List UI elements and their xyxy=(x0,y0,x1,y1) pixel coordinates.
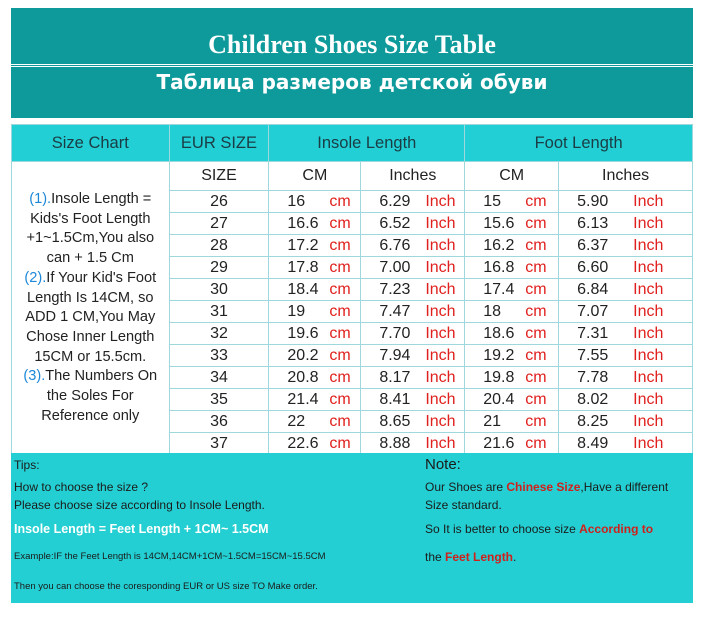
inch-unit: Inch xyxy=(425,346,456,364)
note-2-line: 15CM or 15.5cm. xyxy=(34,348,147,365)
cm-unit: cm xyxy=(525,236,547,254)
note-highlight: According to xyxy=(579,522,654,536)
note-section xyxy=(421,453,693,603)
cm-unit: cm xyxy=(525,346,547,364)
note-3-line: Reference only xyxy=(41,407,140,424)
insole-inch-value: 7.70 xyxy=(379,324,411,342)
foot-cm-value: 20.4 xyxy=(483,390,515,408)
foot-cm-value: 15.6 xyxy=(483,214,515,232)
inch-unit: Inch xyxy=(633,280,664,298)
foot-cm-value: 21 xyxy=(483,412,502,430)
foot-inch-value: 8.25 xyxy=(577,412,609,430)
inch-unit: Inch xyxy=(633,434,664,452)
insole-cm-cell xyxy=(269,257,361,279)
foot-cm-cell xyxy=(465,389,559,411)
inch-unit: Inch xyxy=(633,192,664,210)
insole-inch-cell xyxy=(361,191,465,213)
foot-cm-value: 17.4 xyxy=(483,280,515,298)
tips-formula: Insole Length = Feet Length + 1CM~ 1.5CM xyxy=(14,522,269,536)
insole-inch-value: 7.23 xyxy=(379,280,411,298)
inch-unit: Inch xyxy=(425,214,456,232)
cm-unit: cm xyxy=(329,236,351,254)
insole-cm-cell xyxy=(269,323,361,345)
foot-inch-cell xyxy=(559,389,693,411)
foot-cm-value: 19.2 xyxy=(483,346,515,364)
foot-cm-value: 16.8 xyxy=(483,258,515,276)
header-eur-size: EUR SIZE xyxy=(169,125,269,162)
subheader-size: SIZE xyxy=(169,162,269,191)
insole-inch-cell xyxy=(361,213,465,235)
note-text: ,Have a different xyxy=(580,480,669,494)
foot-cm-value: 19.8 xyxy=(483,368,515,386)
inch-unit: Inch xyxy=(425,302,456,320)
tips-label: Tips: xyxy=(14,458,40,472)
insole-cm-value: 17.2 xyxy=(287,236,319,254)
foot-cm-value: 18.6 xyxy=(483,324,515,342)
foot-cm-cell xyxy=(465,433,559,455)
insole-inch-value: 8.88 xyxy=(379,434,411,452)
title-divider xyxy=(11,64,693,65)
size-table xyxy=(11,124,693,455)
insole-cm-cell xyxy=(269,367,361,389)
cm-unit: cm xyxy=(329,192,351,210)
inch-unit: Inch xyxy=(425,258,456,276)
insole-inch-cell xyxy=(361,279,465,301)
foot-inch-cell xyxy=(559,367,693,389)
insole-cm-value: 16 xyxy=(287,192,306,210)
foot-inch-value: 8.02 xyxy=(577,390,609,408)
foot-inch-cell xyxy=(559,279,693,301)
cm-unit: cm xyxy=(525,412,547,430)
note-2-line: Length Is 14CM, so xyxy=(27,289,154,306)
insole-cm-value: 20.8 xyxy=(287,368,319,386)
note-text: So It is better to choose size xyxy=(425,522,580,536)
inch-unit: Inch xyxy=(425,192,456,210)
foot-inch-value: 7.31 xyxy=(577,324,609,342)
insole-cm-value: 16.6 xyxy=(287,214,319,232)
insole-inch-cell xyxy=(361,345,465,367)
title-divider xyxy=(11,66,693,67)
title-banner xyxy=(11,8,693,118)
note-1-line: +1~1.5Cm,You also xyxy=(26,230,155,247)
insole-cm-cell xyxy=(269,301,361,323)
inch-unit: Inch xyxy=(425,280,456,298)
eur-size-cell: 35 xyxy=(169,389,269,411)
note-3-number: (3). xyxy=(23,368,46,385)
note-3-line: The Numbers On xyxy=(45,368,158,385)
inch-unit: Inch xyxy=(425,412,456,430)
insole-cm-cell xyxy=(269,191,361,213)
insole-inch-value: 6.52 xyxy=(379,214,411,232)
header-size-chart: Size Chart xyxy=(12,125,170,162)
foot-cm-cell xyxy=(465,301,559,323)
insole-inch-value: 7.47 xyxy=(379,302,411,320)
cm-unit: cm xyxy=(329,324,351,342)
insole-cm-value: 22 xyxy=(287,412,306,430)
subheader-foot-inches: Inches xyxy=(559,162,693,191)
inch-unit: Inch xyxy=(633,412,664,430)
foot-cm-cell xyxy=(465,279,559,301)
note-1-line: Kids's Foot Length xyxy=(30,210,151,227)
insole-cm-cell xyxy=(269,279,361,301)
note-3-line: the Soles For xyxy=(46,388,134,405)
subheader-insole-inches: Inches xyxy=(361,162,465,191)
insole-cm-cell xyxy=(269,345,361,367)
foot-inch-value: 5.90 xyxy=(577,192,609,210)
insole-inch-value: 8.41 xyxy=(379,390,411,408)
foot-cm-value: 16.2 xyxy=(483,236,515,254)
note-2-line: Chose Inner Length xyxy=(26,328,155,345)
insole-cm-cell xyxy=(269,433,361,455)
foot-cm-cell xyxy=(465,411,559,433)
inch-unit: Inch xyxy=(633,258,664,276)
foot-cm-cell xyxy=(465,213,559,235)
cm-unit: cm xyxy=(329,214,351,232)
note-2-number: (2). xyxy=(24,269,47,286)
insole-inch-value: 6.76 xyxy=(379,236,411,254)
table-subtitle: Таблица размеров детской обуви xyxy=(156,70,548,94)
insole-inch-cell xyxy=(361,389,465,411)
insole-cm-value: 17.8 xyxy=(287,258,319,276)
cm-unit: cm xyxy=(329,258,351,276)
insole-inch-cell xyxy=(361,411,465,433)
foot-inch-value: 7.78 xyxy=(577,368,609,386)
cm-unit: cm xyxy=(525,214,547,232)
cm-unit: cm xyxy=(329,434,351,452)
eur-size-cell: 26 xyxy=(169,191,269,213)
insole-inch-cell xyxy=(361,323,465,345)
foot-cm-value: 18 xyxy=(483,302,502,320)
foot-cm-cell xyxy=(465,257,559,279)
insole-cm-value: 19.6 xyxy=(287,324,319,342)
eur-size-cell: 29 xyxy=(169,257,269,279)
header-insole-length: Insole Length xyxy=(269,125,465,162)
eur-size-cell: 30 xyxy=(169,279,269,301)
foot-inch-value: 7.07 xyxy=(577,302,609,320)
foot-inch-cell xyxy=(559,235,693,257)
foot-cm-cell xyxy=(465,367,559,389)
cm-unit: cm xyxy=(329,412,351,430)
eur-size-cell: 32 xyxy=(169,323,269,345)
cm-unit: cm xyxy=(525,192,547,210)
foot-inch-cell xyxy=(559,345,693,367)
insole-inch-cell xyxy=(361,367,465,389)
foot-cm-value: 15 xyxy=(483,192,502,210)
foot-inch-cell xyxy=(559,411,693,433)
note-highlight: Feet Length xyxy=(445,550,514,564)
cm-unit: cm xyxy=(525,434,547,452)
cm-unit: cm xyxy=(525,280,547,298)
note-text: Our Shoes are xyxy=(425,480,507,494)
foot-inch-cell xyxy=(559,257,693,279)
size-chart-notes xyxy=(12,162,170,455)
note-line-1 xyxy=(425,480,668,494)
inch-unit: Inch xyxy=(425,324,456,342)
insole-cm-cell xyxy=(269,411,361,433)
cm-unit: cm xyxy=(329,302,351,320)
note-2-line: If Your Kid's Foot xyxy=(46,269,157,286)
note-2-line: ADD 1 CM,You May xyxy=(25,309,156,326)
note-line-3 xyxy=(425,522,653,536)
foot-inch-cell xyxy=(559,323,693,345)
note-text: . xyxy=(513,550,517,564)
inch-unit: Inch xyxy=(633,390,664,408)
inch-unit: Inch xyxy=(633,236,664,254)
foot-inch-value: 6.13 xyxy=(577,214,609,232)
insole-cm-value: 22.6 xyxy=(287,434,319,452)
note-text: the xyxy=(425,550,446,564)
insole-cm-value: 18.4 xyxy=(287,280,319,298)
note-line-2: Size standard. xyxy=(425,498,502,512)
cm-unit: cm xyxy=(329,280,351,298)
tips-instruction: Please choose size according to Insole Length. xyxy=(14,498,265,512)
insole-inch-value: 6.29 xyxy=(379,192,411,210)
foot-inch-cell xyxy=(559,433,693,455)
foot-inch-cell xyxy=(559,213,693,235)
table-subheader-row xyxy=(12,162,693,191)
size-table-frame xyxy=(11,8,693,603)
inch-unit: Inch xyxy=(425,390,456,408)
foot-inch-value: 8.49 xyxy=(577,434,609,452)
foot-inch-value: 6.37 xyxy=(577,236,609,254)
insole-inch-value: 8.17 xyxy=(379,368,411,386)
foot-cm-value: 21.6 xyxy=(483,434,515,452)
cm-unit: cm xyxy=(525,324,547,342)
insole-inch-value: 7.94 xyxy=(379,346,411,364)
eur-size-cell: 34 xyxy=(169,367,269,389)
insole-inch-cell xyxy=(361,257,465,279)
cm-unit: cm xyxy=(329,390,351,408)
inch-unit: Inch xyxy=(425,368,456,386)
inch-unit: Inch xyxy=(633,368,664,386)
note-1-number: (1). xyxy=(29,191,52,207)
note-1-line: Insole Length = xyxy=(51,191,152,207)
eur-size-cell: 36 xyxy=(169,411,269,433)
foot-cm-cell xyxy=(465,235,559,257)
tips-section xyxy=(11,453,421,603)
eur-size-cell: 37 xyxy=(169,433,269,455)
table-header-row xyxy=(12,125,693,162)
foot-inch-value: 6.60 xyxy=(577,258,609,276)
note-line-4 xyxy=(425,550,516,564)
insole-inch-cell xyxy=(361,433,465,455)
header-foot-length: Foot Length xyxy=(465,125,693,162)
eur-size-cell: 31 xyxy=(169,301,269,323)
inch-unit: Inch xyxy=(633,346,664,364)
eur-size-cell: 33 xyxy=(169,345,269,367)
cm-unit: cm xyxy=(329,368,351,386)
tips-final: Then you can choose the coresponding EUR or US size TO Make order. xyxy=(14,581,318,592)
tips-question: How to choose the size ? xyxy=(14,480,149,494)
insole-inch-cell xyxy=(361,301,465,323)
cm-unit: cm xyxy=(525,302,547,320)
cm-unit: cm xyxy=(525,258,547,276)
inch-unit: Inch xyxy=(425,236,456,254)
tips-example: Example:IF the Feet Length is 14CM,14CM+1CM~1.5CM=15CM~15.5CM xyxy=(14,551,326,562)
subheader-insole-cm: CM xyxy=(269,162,361,191)
foot-cm-cell xyxy=(465,345,559,367)
cm-unit: cm xyxy=(329,346,351,364)
foot-inch-cell xyxy=(559,191,693,213)
inch-unit: Inch xyxy=(633,324,664,342)
inch-unit: Inch xyxy=(633,214,664,232)
insole-cm-value: 20.2 xyxy=(287,346,319,364)
insole-cm-value: 19 xyxy=(287,302,306,320)
table-title: Children Shoes Size Table xyxy=(208,30,496,59)
eur-size-cell: 27 xyxy=(169,213,269,235)
foot-inch-value: 7.55 xyxy=(577,346,609,364)
note-label: Note: xyxy=(425,456,461,473)
note-highlight: Chinese Size xyxy=(506,480,581,494)
insole-inch-cell xyxy=(361,235,465,257)
cm-unit: cm xyxy=(525,368,547,386)
insole-inch-value: 8.65 xyxy=(379,412,411,430)
foot-inch-cell xyxy=(559,301,693,323)
insole-cm-cell xyxy=(269,389,361,411)
foot-cm-cell xyxy=(465,323,559,345)
inch-unit: Inch xyxy=(425,434,456,452)
insole-cm-cell xyxy=(269,213,361,235)
foot-inch-value: 6.84 xyxy=(577,280,609,298)
subheader-foot-cm: CM xyxy=(465,162,559,191)
eur-size-cell: 28 xyxy=(169,235,269,257)
insole-inch-value: 7.00 xyxy=(379,258,411,276)
tips-panel xyxy=(11,453,693,603)
inch-unit: Inch xyxy=(633,302,664,320)
insole-cm-cell xyxy=(269,235,361,257)
cm-unit: cm xyxy=(525,390,547,408)
insole-cm-value: 21.4 xyxy=(287,390,319,408)
note-1-line: can + 1.5 Cm xyxy=(46,250,134,267)
foot-cm-cell xyxy=(465,191,559,213)
